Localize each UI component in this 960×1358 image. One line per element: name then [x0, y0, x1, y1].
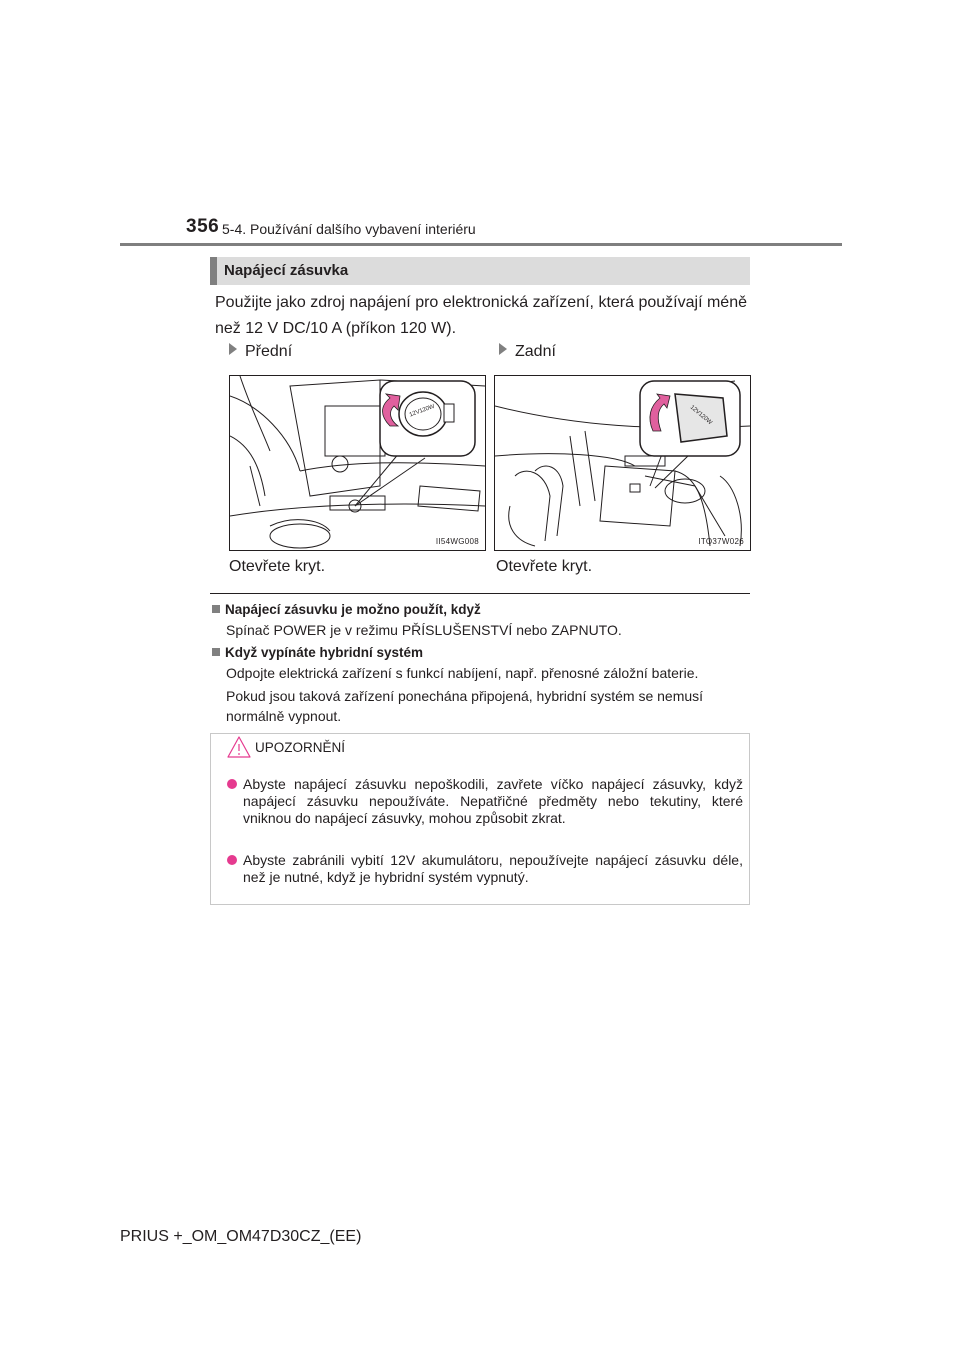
header-rule [120, 243, 842, 246]
document-code: PRIUS +_OM_OM47D30CZ_(EE) [120, 1228, 362, 1245]
note-body-2: Odpojte elektrická zařízení s funkcí nabíjení, např. přenosné záložní baterie. [226, 665, 699, 681]
warning-bullet-2: Abyste zabránili vybití 12V akumulátoru, nepoužívejte napájecí zásuvku déle, než je nutné, když je hybridní systém vypnutý. [243, 852, 743, 885]
note-body-1: Spínač POWER je v režimu PŘÍSLUŠENSTVÍ nebo ZAPNUTO. [226, 622, 622, 638]
figure-label-rear-text: Zadní [515, 343, 556, 360]
square-bullet-icon [212, 648, 220, 656]
cap-label: 12V120W [408, 403, 436, 419]
rear-console-drawing [495, 376, 750, 550]
note-title-1 [212, 601, 481, 619]
warning-title: UPOZORNĚNÍ [255, 740, 346, 755]
heading-title: Napájecí zásuvka [224, 262, 349, 279]
page-number: 356 [186, 216, 220, 237]
heading-accent [210, 257, 217, 285]
figure-code-front: II54WG008 [435, 537, 479, 546]
intro-text: Použijte jako zdroj napájení pro elektronická zařízení, která používají méně než 12 V DC/10 A (příkon 120 W). [215, 294, 747, 337]
note-title-1-text: Napájecí zásuvku je možno použít, když [225, 602, 481, 617]
figure-label-rear [499, 343, 556, 361]
lid-label: 12V120W [688, 404, 713, 427]
warning-triangle-icon [226, 735, 252, 759]
figure-code-rear: ITO37W026 [698, 537, 744, 546]
figure-rear-illustration [494, 375, 751, 551]
figure-front-illustration [229, 375, 486, 551]
socket-lid-closeup [675, 394, 727, 442]
note-title-2 [212, 644, 423, 662]
front-console-drawing [230, 376, 485, 550]
note-title-2-text: Když vypínáte hybridní systém [225, 645, 424, 660]
section-divider [210, 593, 750, 594]
pink-bullet-icon [227, 855, 237, 865]
warning-bullet-1: Abyste napájecí zásuvku nepoškodili, zavřete víčko napájecí zásuvky, když napájecí zásuvku nepoužíváte. Nepatřičné předměty nebo tekutiny, které vniknou do napájecí zásuvky, mohou způsobit zkrat. [243, 776, 743, 826]
caption-front: Otevřete kryt. [229, 558, 326, 575]
note-body-3: Pokud jsou taková zařízení ponechána připojená, hybridní systém se nemusí normálně vypnout. [226, 688, 704, 724]
pink-bullet-icon [227, 779, 237, 789]
square-bullet-icon [212, 605, 220, 613]
figure-label-front [229, 343, 292, 361]
triangle-arrow-icon [499, 343, 507, 355]
caption-rear: Otevřete kryt. [496, 558, 593, 575]
triangle-arrow-icon [229, 343, 237, 355]
figure-label-front-text: Přední [245, 343, 293, 360]
section-title: 5-4. Používání dalšího vybavení interiéru [222, 221, 476, 237]
